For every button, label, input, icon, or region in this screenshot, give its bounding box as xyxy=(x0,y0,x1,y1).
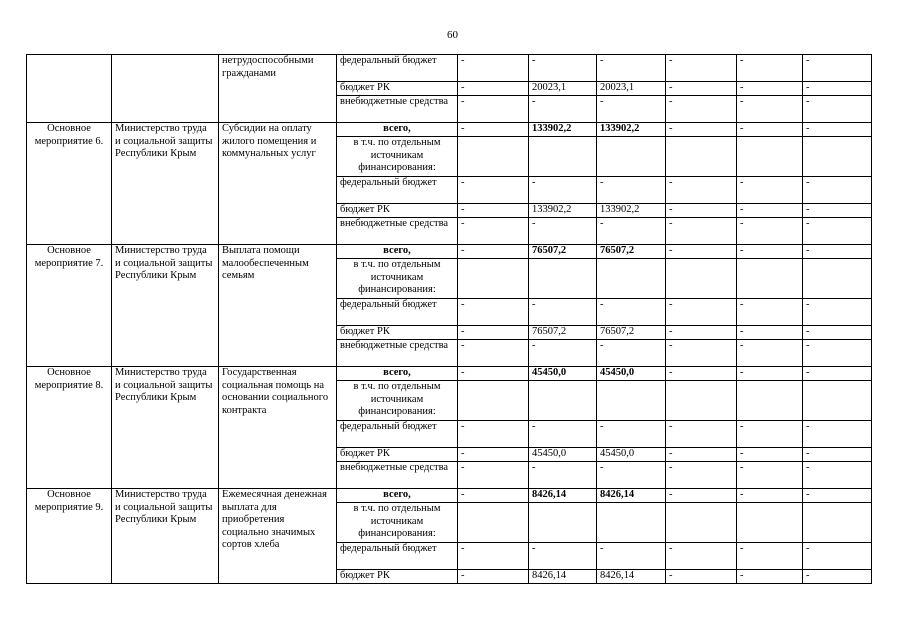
cell-value: 8426,14 xyxy=(597,570,666,584)
cell-value: 133902,2 xyxy=(529,123,597,137)
cell-source: бюджет РК xyxy=(337,448,458,462)
cell-value: - xyxy=(458,299,529,326)
cell-value: - xyxy=(803,245,872,259)
cell-value xyxy=(458,137,529,177)
cell-value: - xyxy=(529,55,597,82)
cell-value: - xyxy=(666,367,737,381)
cell-value: - xyxy=(737,367,803,381)
cell-source: в т.ч. по отдельным источникам финансирования: xyxy=(337,381,458,421)
cell-value: - xyxy=(803,204,872,218)
cell-value: 45450,0 xyxy=(529,367,597,381)
table-row xyxy=(27,55,872,82)
cell-source: внебюджетные средства xyxy=(337,96,458,123)
cell-value: - xyxy=(737,123,803,137)
cell-source: внебюджетные средства xyxy=(337,462,458,489)
cell-value xyxy=(803,259,872,299)
cell-value: - xyxy=(666,299,737,326)
cell-value: - xyxy=(666,570,737,584)
cell-value: - xyxy=(458,55,529,82)
cell-value: - xyxy=(529,177,597,204)
cell-value: - xyxy=(737,218,803,245)
cell-value xyxy=(666,381,737,421)
cell-executor: Министерство труда и социальной защиты Республики Крым xyxy=(112,123,219,245)
cell-value: - xyxy=(666,245,737,259)
cell-source: бюджет РК xyxy=(337,570,458,584)
cell-value xyxy=(737,381,803,421)
table-row xyxy=(27,123,872,137)
table-row xyxy=(27,367,872,381)
cell-value: - xyxy=(529,299,597,326)
cell-value: 76507,2 xyxy=(597,326,666,340)
cell-value: - xyxy=(803,96,872,123)
cell-value: - xyxy=(458,367,529,381)
table-row xyxy=(27,245,872,259)
cell-value: - xyxy=(737,340,803,367)
cell-value: - xyxy=(737,570,803,584)
cell-event: Основное мероприятие 8. xyxy=(27,367,112,489)
cell-source: бюджет РК xyxy=(337,204,458,218)
cell-name: Ежемесячная денежная выплата для приобретения социально значимых сортов хлеба xyxy=(219,489,337,584)
cell-value: - xyxy=(737,543,803,570)
cell-value xyxy=(458,381,529,421)
cell-name: Выплата помощи малообеспеченным семьям xyxy=(219,245,337,367)
cell-value: - xyxy=(803,462,872,489)
cell-value: - xyxy=(737,462,803,489)
cell-value: - xyxy=(666,489,737,503)
cell-source: бюджет РК xyxy=(337,82,458,96)
cell-value: - xyxy=(737,245,803,259)
cell-value xyxy=(803,503,872,543)
cell-value: - xyxy=(803,218,872,245)
cell-value: 45450,0 xyxy=(529,448,597,462)
cell-value xyxy=(737,503,803,543)
cell-value: - xyxy=(666,462,737,489)
cell-value: - xyxy=(529,421,597,448)
cell-source: федеральный бюджет xyxy=(337,543,458,570)
cell-source: федеральный бюджет xyxy=(337,177,458,204)
cell-value xyxy=(803,381,872,421)
cell-value: - xyxy=(458,340,529,367)
cell-value: - xyxy=(666,177,737,204)
cell-value: 76507,2 xyxy=(529,326,597,340)
cell-value xyxy=(737,137,803,177)
cell-value: - xyxy=(737,326,803,340)
cell-event xyxy=(27,55,112,123)
cell-value: - xyxy=(458,218,529,245)
cell-event: Основное мероприятие 7. xyxy=(27,245,112,367)
cell-value xyxy=(529,137,597,177)
cell-value: 20023,1 xyxy=(597,82,666,96)
cell-source: внебюджетные средства xyxy=(337,340,458,367)
cell-value: - xyxy=(529,340,597,367)
cell-value: - xyxy=(666,204,737,218)
cell-value: - xyxy=(597,55,666,82)
cell-value: - xyxy=(529,96,597,123)
cell-value xyxy=(529,381,597,421)
cell-value: - xyxy=(666,326,737,340)
cell-value: - xyxy=(529,543,597,570)
cell-value xyxy=(666,137,737,177)
cell-value: 45450,0 xyxy=(597,367,666,381)
cell-value: - xyxy=(737,489,803,503)
cell-value: - xyxy=(597,299,666,326)
cell-value: - xyxy=(803,421,872,448)
cell-value: - xyxy=(666,55,737,82)
page-number: 60 xyxy=(447,29,458,41)
cell-value: - xyxy=(529,218,597,245)
cell-value: 133902,2 xyxy=(597,204,666,218)
cell-value: - xyxy=(737,96,803,123)
cell-value: - xyxy=(803,177,872,204)
cell-value: - xyxy=(458,123,529,137)
cell-value: 133902,2 xyxy=(529,204,597,218)
cell-source: в т.ч. по отдельным источникам финансирования: xyxy=(337,259,458,299)
cell-source: федеральный бюджет xyxy=(337,299,458,326)
cell-value: - xyxy=(737,82,803,96)
cell-value: 76507,2 xyxy=(529,245,597,259)
cell-value: - xyxy=(803,340,872,367)
cell-value: - xyxy=(737,177,803,204)
cell-value: - xyxy=(666,123,737,137)
cell-value: - xyxy=(458,177,529,204)
cell-value xyxy=(458,259,529,299)
cell-value: - xyxy=(666,448,737,462)
cell-value: - xyxy=(458,245,529,259)
cell-value: - xyxy=(803,489,872,503)
cell-value: - xyxy=(803,570,872,584)
cell-executor: Министерство труда и социальной защиты Республики Крым xyxy=(112,367,219,489)
cell-executor: Министерство труда и социальной защиты Республики Крым xyxy=(112,245,219,367)
cell-value: 76507,2 xyxy=(597,245,666,259)
budget-table xyxy=(26,54,872,584)
cell-value: - xyxy=(597,421,666,448)
cell-value: - xyxy=(737,448,803,462)
cell-value: - xyxy=(803,326,872,340)
cell-value: - xyxy=(803,82,872,96)
cell-value: 8426,14 xyxy=(529,489,597,503)
cell-value xyxy=(597,259,666,299)
table-row xyxy=(27,489,872,503)
cell-value: - xyxy=(597,177,666,204)
cell-value: - xyxy=(458,82,529,96)
cell-value: - xyxy=(597,462,666,489)
cell-value: - xyxy=(666,543,737,570)
cell-value xyxy=(666,503,737,543)
cell-value: - xyxy=(458,96,529,123)
cell-value: - xyxy=(803,367,872,381)
cell-value: 133902,2 xyxy=(597,123,666,137)
cell-source: в т.ч. по отдельным источникам финансирования: xyxy=(337,503,458,543)
cell-executor: Министерство труда и социальной защиты Республики Крым xyxy=(112,489,219,584)
cell-value: - xyxy=(529,462,597,489)
cell-value: - xyxy=(737,299,803,326)
cell-executor xyxy=(112,55,219,123)
cell-value xyxy=(803,137,872,177)
cell-value: 8426,14 xyxy=(597,489,666,503)
cell-value: - xyxy=(803,299,872,326)
cell-source: в т.ч. по отдельным источникам финансирования: xyxy=(337,137,458,177)
cell-event: Основное мероприятие 6. xyxy=(27,123,112,245)
cell-source: всего, xyxy=(337,123,458,137)
cell-source: федеральный бюджет xyxy=(337,55,458,82)
cell-value: - xyxy=(666,421,737,448)
cell-value: - xyxy=(597,218,666,245)
cell-value: - xyxy=(458,326,529,340)
cell-value: - xyxy=(803,123,872,137)
cell-value: - xyxy=(737,204,803,218)
cell-value: 8426,14 xyxy=(529,570,597,584)
cell-value: - xyxy=(458,489,529,503)
cell-value: - xyxy=(666,218,737,245)
cell-source: всего, xyxy=(337,367,458,381)
cell-value xyxy=(529,259,597,299)
cell-value: 45450,0 xyxy=(597,448,666,462)
cell-value: 20023,1 xyxy=(529,82,597,96)
cell-value xyxy=(529,503,597,543)
cell-event: Основное мероприятие 9. xyxy=(27,489,112,584)
cell-value xyxy=(597,381,666,421)
cell-value: - xyxy=(803,55,872,82)
cell-value: - xyxy=(597,96,666,123)
cell-value xyxy=(597,137,666,177)
cell-name: нетрудоспособными гражданами xyxy=(219,55,337,123)
cell-name: Государственная социальная помощь на основании социального контракта xyxy=(219,367,337,489)
cell-value: - xyxy=(597,543,666,570)
cell-source: всего, xyxy=(337,245,458,259)
cell-value: - xyxy=(597,340,666,367)
cell-value xyxy=(666,259,737,299)
cell-value: - xyxy=(458,204,529,218)
cell-value: - xyxy=(666,96,737,123)
cell-value xyxy=(458,503,529,543)
cell-value: - xyxy=(737,421,803,448)
cell-value: - xyxy=(803,543,872,570)
cell-value: - xyxy=(458,543,529,570)
cell-source: внебюджетные средства xyxy=(337,218,458,245)
cell-source: бюджет РК xyxy=(337,326,458,340)
cell-value xyxy=(737,259,803,299)
cell-value: - xyxy=(458,570,529,584)
cell-value: - xyxy=(458,421,529,448)
cell-value: - xyxy=(666,340,737,367)
cell-value: - xyxy=(666,82,737,96)
cell-value: - xyxy=(803,448,872,462)
cell-value: - xyxy=(458,462,529,489)
cell-source: всего, xyxy=(337,489,458,503)
cell-value: - xyxy=(737,55,803,82)
cell-value xyxy=(597,503,666,543)
cell-value: - xyxy=(458,448,529,462)
cell-name: Субсидии на оплату жилого помещения и коммунальных услуг xyxy=(219,123,337,245)
cell-source: федеральный бюджет xyxy=(337,421,458,448)
